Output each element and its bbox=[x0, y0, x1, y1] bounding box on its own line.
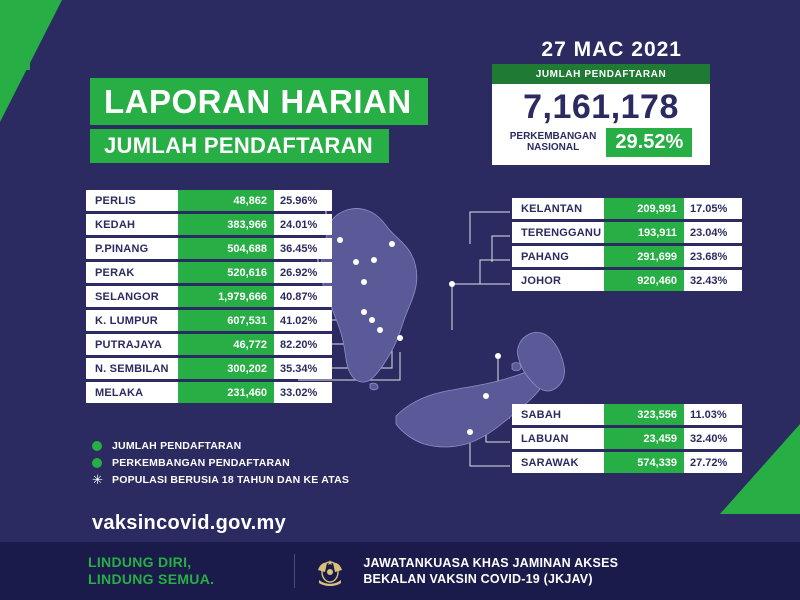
state-percent: 23.68% bbox=[684, 246, 742, 267]
state-value: 323,556 bbox=[604, 404, 684, 425]
page-subtitle: JUMLAH PENDAFTARAN bbox=[90, 129, 389, 163]
crest-svg bbox=[311, 552, 349, 590]
state-percent: 23.04% bbox=[684, 222, 742, 243]
state-name: PERLIS bbox=[86, 190, 178, 211]
state-name: SARAWAK bbox=[512, 452, 604, 473]
website-url[interactable]: vaksincovid.gov.my bbox=[92, 512, 286, 534]
state-name: N. SEMBILAN bbox=[86, 358, 178, 379]
table-row bbox=[512, 452, 742, 473]
table-row bbox=[512, 270, 742, 291]
legend-item-perkembangan bbox=[92, 457, 349, 469]
state-percent: 24.01% bbox=[274, 214, 332, 235]
table-row bbox=[86, 190, 378, 211]
table-row bbox=[86, 310, 378, 331]
national-total: 7,161,178 bbox=[523, 88, 679, 126]
table-row bbox=[512, 246, 742, 267]
state-name: LABUAN bbox=[512, 428, 604, 449]
state-list-right-bottom bbox=[512, 404, 742, 476]
table-row bbox=[86, 334, 378, 355]
state-percent: 17.05% bbox=[684, 198, 742, 219]
table-row bbox=[86, 382, 378, 403]
footer-org-line2: BEKALAN VAKSIN COVID-19 (JKJAV) bbox=[363, 572, 593, 586]
state-name: TERENGGANU bbox=[512, 222, 604, 243]
national-percent: 29.52% bbox=[606, 128, 692, 157]
footer-divider bbox=[294, 554, 295, 588]
table-row bbox=[512, 404, 742, 425]
state-percent: 33.02% bbox=[274, 382, 332, 403]
state-name: PAHANG bbox=[512, 246, 604, 267]
state-percent: 32.40% bbox=[684, 428, 742, 449]
legend-item-label: PERKEMBANGAN PENDAFTARAN bbox=[112, 457, 290, 469]
state-list-right-top bbox=[512, 198, 742, 294]
table-row bbox=[512, 428, 742, 449]
state-value: 291,699 bbox=[604, 246, 684, 267]
footer-org-line1: JAWATANKUASA KHAS JAMINAN AKSES bbox=[363, 555, 619, 570]
state-list-left bbox=[86, 190, 378, 406]
jata-negara-crest-icon bbox=[311, 552, 349, 590]
legend-item-populasi bbox=[92, 474, 349, 486]
decorative-bar-top-left bbox=[0, 0, 30, 70]
title-block bbox=[90, 78, 428, 163]
table-row bbox=[512, 198, 742, 219]
table-row bbox=[86, 238, 378, 259]
state-value: 504,688 bbox=[178, 238, 274, 259]
green-dot-icon bbox=[92, 441, 102, 451]
table-row bbox=[86, 358, 378, 379]
state-value: 48,862 bbox=[178, 190, 274, 211]
state-value: 46,772 bbox=[178, 334, 274, 355]
state-value: 607,531 bbox=[178, 310, 274, 331]
national-box-body bbox=[492, 84, 710, 165]
asterisk-icon: ✳ bbox=[92, 472, 103, 487]
legend-item-label: JUMLAH PENDAFTARAN bbox=[112, 440, 242, 452]
state-value: 300,202 bbox=[178, 358, 274, 379]
state-percent: 35.34% bbox=[274, 358, 332, 379]
state-name: PUTRAJAYA bbox=[86, 334, 178, 355]
state-percent: 27.72% bbox=[684, 452, 742, 473]
national-box-header: JUMLAH PENDAFTARAN bbox=[492, 64, 710, 84]
state-value: 383,966 bbox=[178, 214, 274, 235]
legend-item-label: POPULASI BERUSIA 18 TAHUN DAN KE ATAS bbox=[112, 474, 350, 486]
national-label-line1: PERKEMBANGAN bbox=[509, 130, 597, 142]
table-row bbox=[86, 262, 378, 283]
state-percent: 32.43% bbox=[684, 270, 742, 291]
state-value: 193,911 bbox=[604, 222, 684, 243]
footer-slogan-line2: LINDUNG SEMUA. bbox=[88, 571, 215, 587]
state-percent: 11.03% bbox=[684, 404, 742, 425]
state-percent: 40.87% bbox=[274, 286, 332, 307]
state-name: KEDAH bbox=[86, 214, 178, 235]
state-value: 209,991 bbox=[604, 198, 684, 219]
green-dot-icon bbox=[92, 458, 102, 468]
table-row bbox=[86, 286, 378, 307]
state-value: 920,460 bbox=[604, 270, 684, 291]
national-label bbox=[510, 131, 597, 154]
state-value: 23,459 bbox=[604, 428, 684, 449]
state-value: 1,979,666 bbox=[178, 286, 274, 307]
state-name: K. LUMPUR bbox=[86, 310, 178, 331]
state-name: SABAH bbox=[512, 404, 604, 425]
state-name: MELAKA bbox=[86, 382, 178, 403]
report-date: 27 MAC 2021 bbox=[541, 38, 682, 61]
table-row bbox=[512, 222, 742, 243]
state-value: 574,339 bbox=[604, 452, 684, 473]
table-row bbox=[86, 214, 378, 235]
footer-slogan-line1: LINDUNG DIRI, bbox=[88, 553, 192, 570]
state-name: JOHOR bbox=[512, 270, 604, 291]
legend bbox=[92, 440, 349, 491]
national-summary-box bbox=[492, 64, 710, 165]
state-percent: 82.20% bbox=[274, 334, 332, 355]
state-value: 520,616 bbox=[178, 262, 274, 283]
state-percent: 41.02% bbox=[274, 310, 332, 331]
footer-slogan bbox=[88, 554, 214, 589]
legend-item-jumlah bbox=[92, 440, 349, 452]
page-title: LAPORAN HARIAN bbox=[90, 78, 428, 125]
state-name: SELANGOR bbox=[86, 286, 178, 307]
state-name: P.PINANG bbox=[86, 238, 178, 259]
state-value: 231,460 bbox=[178, 382, 274, 403]
state-name: PERAK bbox=[86, 262, 178, 283]
state-name: KELANTAN bbox=[512, 198, 604, 219]
state-percent: 25.96% bbox=[274, 190, 332, 211]
state-percent: 36.45% bbox=[274, 238, 332, 259]
footer-organisation bbox=[363, 555, 618, 588]
footer bbox=[0, 542, 800, 600]
national-label-line2: NASIONAL bbox=[526, 142, 580, 154]
state-percent: 26.92% bbox=[274, 262, 332, 283]
